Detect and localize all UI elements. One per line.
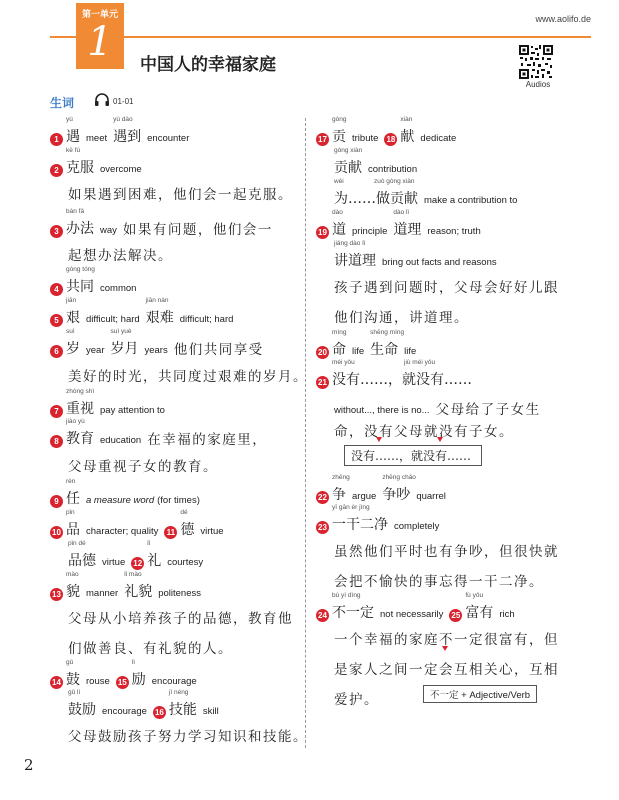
- pinyin: dào: [332, 209, 343, 216]
- translation: principle: [352, 226, 388, 237]
- pinyin: dào lǐ: [393, 209, 409, 216]
- pinyin: yù: [66, 116, 73, 123]
- emphasis-marker: [442, 646, 448, 651]
- vocab-word: 鼓励: [68, 702, 96, 718]
- translation: tribute: [352, 133, 379, 144]
- number-badge: 24: [316, 609, 329, 622]
- example-sentence: 他们共同享受: [173, 342, 264, 358]
- unit-number: 1: [87, 19, 113, 65]
- translation: completely: [394, 521, 440, 532]
- number-badge: 7: [50, 405, 63, 418]
- vocab-word: 教育: [66, 431, 94, 447]
- vocab-row: [316, 359, 472, 389]
- vocab-word: 争: [332, 487, 346, 503]
- number-badge: 19: [316, 226, 329, 239]
- vocab-row: [50, 147, 148, 177]
- pinyin: méi yǒu: [332, 359, 355, 366]
- pinyin: lì: [131, 659, 136, 666]
- vocab-row: [50, 328, 264, 358]
- translation: a measure word: [86, 495, 155, 506]
- pinyin: kè fú: [66, 147, 81, 154]
- vocab-word: 鼓: [66, 672, 80, 688]
- translation: courtesy: [167, 557, 204, 568]
- vocab-word: 一干二净: [332, 517, 388, 533]
- pinyin: yù dào: [113, 116, 133, 123]
- grammar-pattern-box: 没有……，就没有……: [344, 445, 482, 466]
- example-sentence: 虽然他们平时也有争吵，但很快就: [334, 544, 559, 560]
- vocab-word: 礼: [147, 553, 162, 569]
- number-badge: 8: [50, 435, 63, 448]
- pinyin: zhòng shì: [66, 388, 95, 395]
- translation: character; quality: [86, 526, 159, 537]
- example-sentence: 在幸福的家庭里，: [147, 432, 268, 448]
- audios-label: Audios: [525, 80, 551, 89]
- pinyin: jiào yù: [66, 418, 85, 425]
- vocab-word: 献: [400, 129, 415, 145]
- vocab-row: [50, 509, 230, 539]
- vocab-word: 克服: [66, 160, 94, 176]
- translation: overcome: [100, 164, 142, 175]
- vocab-word: 岁: [66, 341, 80, 357]
- translation: rouse: [86, 676, 110, 687]
- vocab-word: 讲道理: [334, 253, 376, 269]
- vocab-row: [50, 208, 273, 238]
- vocab-row: [316, 504, 445, 534]
- number-badge: 10: [50, 526, 63, 539]
- translation: not necessarily: [380, 609, 444, 620]
- translation: quarrel: [416, 491, 446, 502]
- pinyin: zhēng: [332, 474, 350, 481]
- headphone-icon[interactable]: [94, 93, 110, 107]
- website-url: www.aolifo.de: [535, 14, 591, 24]
- vocab-word: 贡: [332, 129, 346, 145]
- vocab-word: 德: [180, 522, 195, 538]
- number-badge: 20: [316, 346, 329, 359]
- translation: way: [100, 225, 117, 236]
- vocab-word: 遇到: [113, 129, 142, 145]
- vocab-row: [316, 209, 487, 239]
- translation: skill: [202, 706, 219, 717]
- translation: life: [352, 346, 365, 357]
- translation: meet: [86, 133, 108, 144]
- vocab-word: 道: [332, 222, 346, 238]
- header-rule: [50, 36, 591, 38]
- vocab-row: [316, 592, 521, 622]
- qr-code-icon[interactable]: [518, 44, 554, 80]
- page-number: 2: [24, 756, 34, 774]
- example-sentence: 如果有问题，他们会一: [122, 222, 273, 238]
- vocab-word: 富有: [465, 605, 494, 621]
- vocab-word: 办法: [66, 221, 94, 237]
- number-badge: 3: [50, 225, 63, 238]
- pinyin: bù yí dìng: [332, 592, 361, 599]
- pinyin: bàn fǎ: [66, 208, 85, 215]
- vocab-word: 礼貌: [124, 584, 153, 600]
- vocab-row: [334, 240, 503, 270]
- number-badge: 1: [50, 133, 63, 146]
- page-title: 中国人的幸福家庭: [140, 55, 276, 75]
- translation: make a contribution to: [424, 195, 518, 206]
- grammar-pattern-box: 不一定 + Adjective/Verb: [423, 685, 537, 703]
- pinyin: pǐn dé: [68, 540, 86, 547]
- translation: encounter: [147, 133, 190, 144]
- translation: reason; truth: [427, 226, 481, 237]
- translation: virtue: [102, 557, 126, 568]
- pinyin: zuò gòng xiàn: [374, 178, 415, 185]
- translation: contribution: [368, 164, 418, 175]
- vocab-word: 争吵: [382, 487, 411, 503]
- vocab-word: 命: [332, 342, 346, 358]
- pinyin: jiù méi yǒu: [404, 359, 436, 366]
- translation: common: [100, 283, 137, 294]
- vocab-row: [68, 689, 225, 719]
- vocab-row: [50, 388, 171, 418]
- emphasis-marker: [376, 437, 382, 442]
- translation: virtue: [200, 526, 224, 537]
- pinyin: jiān nán: [145, 297, 169, 304]
- example-sentence: 孩子遇到问题时，父母会好好儿跟: [334, 280, 559, 296]
- number-badge: 4: [50, 283, 63, 296]
- number-badge: 25: [449, 609, 462, 622]
- translation: bring out facts and reasons: [382, 257, 497, 268]
- vocab-row: [68, 540, 209, 570]
- pinyin: jì néng: [168, 689, 189, 696]
- unit-label: 第一单元: [81, 10, 118, 20]
- column-divider: [305, 118, 306, 748]
- vocab-row: [334, 388, 541, 418]
- number-badge: 2: [50, 164, 63, 177]
- example-sentence: 父母鼓励孩子努力学习知识和技能。: [68, 729, 308, 745]
- translation-note: (for times): [157, 495, 200, 506]
- vocab-word: 没有……，就没有……: [332, 372, 472, 388]
- vocab-word: 貌: [66, 584, 80, 600]
- vocab-row: [316, 329, 422, 359]
- example-sentence: 他们沟通，讲道理。: [334, 310, 469, 326]
- pinyin: pǐn: [66, 509, 75, 516]
- vocab-row: [50, 297, 239, 327]
- example-sentence: 父母从小培养孩子的品德，教育他: [68, 611, 293, 627]
- translation: dedicate: [420, 133, 457, 144]
- example-sentence: 爱护。: [334, 692, 379, 708]
- pinyin: zhēng chǎo: [382, 474, 416, 481]
- example-sentence: 如果遇到困难，他们会一起克服。: [68, 187, 293, 203]
- example-sentence: 们做善良、有礼貌的人。: [68, 641, 233, 657]
- number-badge: 15: [116, 676, 129, 689]
- section-label: 生词: [50, 96, 75, 110]
- number-badge: 16: [153, 706, 166, 719]
- vocab-word: 为……做贡献: [334, 191, 418, 207]
- number-badge: 22: [316, 491, 329, 504]
- vocab-word: 艰: [66, 310, 80, 326]
- example-sentence: 父母给了子女生: [435, 402, 541, 418]
- vocab-word: 品: [66, 522, 80, 538]
- example-sentence: 起想办法解决。: [68, 248, 173, 264]
- vocab-row: [50, 266, 142, 296]
- vocab-row: [50, 659, 203, 689]
- pinyin: xiàn: [400, 116, 413, 123]
- emphasis-marker: [437, 437, 443, 442]
- number-badge: 11: [164, 526, 177, 539]
- translation: year: [86, 345, 105, 356]
- example-sentence: 美好的时光，共同度过艰难的岁月。: [68, 369, 308, 385]
- vocab-word: 遇: [66, 129, 80, 145]
- pinyin: lǐ: [147, 540, 151, 547]
- number-badge: 18: [384, 133, 397, 146]
- pinyin: fù yǒu: [465, 592, 484, 599]
- vocab-word: 任: [66, 491, 80, 507]
- vocab-word: 贡献: [334, 160, 362, 176]
- number-badge: 23: [316, 521, 329, 534]
- unit-badge: [76, 3, 124, 69]
- vocab-row: [50, 571, 207, 601]
- translation: argue: [352, 491, 377, 502]
- vocab-row: [334, 178, 523, 208]
- vocab-row: [50, 478, 206, 508]
- pinyin: mào: [66, 571, 79, 578]
- number-badge: 9: [50, 495, 63, 508]
- vocab-row: [316, 116, 462, 146]
- translation: manner: [86, 588, 119, 599]
- audio-track: 01-01: [113, 97, 134, 106]
- translation: without..., there is no...: [334, 405, 430, 416]
- vocab-row: [334, 147, 423, 177]
- translation: pay attention to: [100, 405, 165, 416]
- pinyin: suì yuè: [110, 328, 132, 335]
- pinyin: gòng: [332, 116, 347, 123]
- pinyin: lǐ mào: [124, 571, 142, 578]
- vocab-word: 不一定: [332, 605, 374, 621]
- example-sentence: 一个幸福的家庭不一定很富有，但: [334, 632, 559, 648]
- pinyin: gǔ lì: [68, 689, 81, 696]
- pinyin: wèi: [334, 178, 344, 185]
- pinyin: gòng xiàn: [334, 147, 363, 154]
- pinyin: dé: [180, 509, 188, 516]
- pinyin: gǔ: [66, 659, 74, 666]
- pinyin: jiǎng dào lǐ: [334, 240, 366, 247]
- pinyin: gòng tóng: [66, 266, 95, 273]
- translation: difficult; hard: [86, 314, 140, 325]
- number-badge: 14: [50, 676, 63, 689]
- vocab-word: 重视: [66, 401, 94, 417]
- number-badge: 6: [50, 345, 63, 358]
- vocab-word: 道理: [393, 222, 422, 238]
- vocab-word: 生命: [370, 342, 399, 358]
- pinyin: mìng: [332, 329, 347, 336]
- translation: education: [100, 435, 142, 446]
- translation: encourage: [151, 676, 197, 687]
- example-sentence: 会把不愉快的事忘得一干二净。: [334, 574, 544, 590]
- example-sentence: 是家人之间一定会互相关心，互相: [334, 662, 559, 678]
- translation: politeness: [158, 588, 201, 599]
- example-sentence: 父母重视子女的教育。: [68, 459, 218, 475]
- pinyin: shēng mìng: [370, 329, 405, 336]
- vocab-word: 共同: [66, 279, 94, 295]
- vocab-word: 艰难: [145, 310, 174, 326]
- number-badge: 5: [50, 314, 63, 327]
- translation: years: [144, 345, 168, 356]
- number-badge: 17: [316, 133, 329, 146]
- vocab-word: 品德: [68, 553, 96, 569]
- vocab-row: [316, 474, 452, 504]
- pinyin: jiān: [66, 297, 77, 304]
- number-badge: 13: [50, 588, 63, 601]
- translation: life: [404, 346, 417, 357]
- number-badge: 12: [131, 557, 144, 570]
- translation: encourage: [102, 706, 147, 717]
- example-sentence: 命，没有父母就没有子女。: [334, 424, 514, 440]
- vocab-word: 技能: [168, 702, 197, 718]
- pinyin: yī gān èr jìng: [332, 504, 370, 511]
- pinyin: rèn: [66, 478, 76, 485]
- number-badge: 21: [316, 376, 329, 389]
- vocab-word: 岁月: [110, 341, 139, 357]
- vocab-word: 励: [131, 672, 146, 688]
- vocab-row: [50, 418, 267, 448]
- translation: rich: [499, 609, 515, 620]
- translation: difficult; hard: [179, 314, 234, 325]
- vocab-row: [50, 116, 195, 146]
- pinyin: suì: [66, 328, 75, 335]
